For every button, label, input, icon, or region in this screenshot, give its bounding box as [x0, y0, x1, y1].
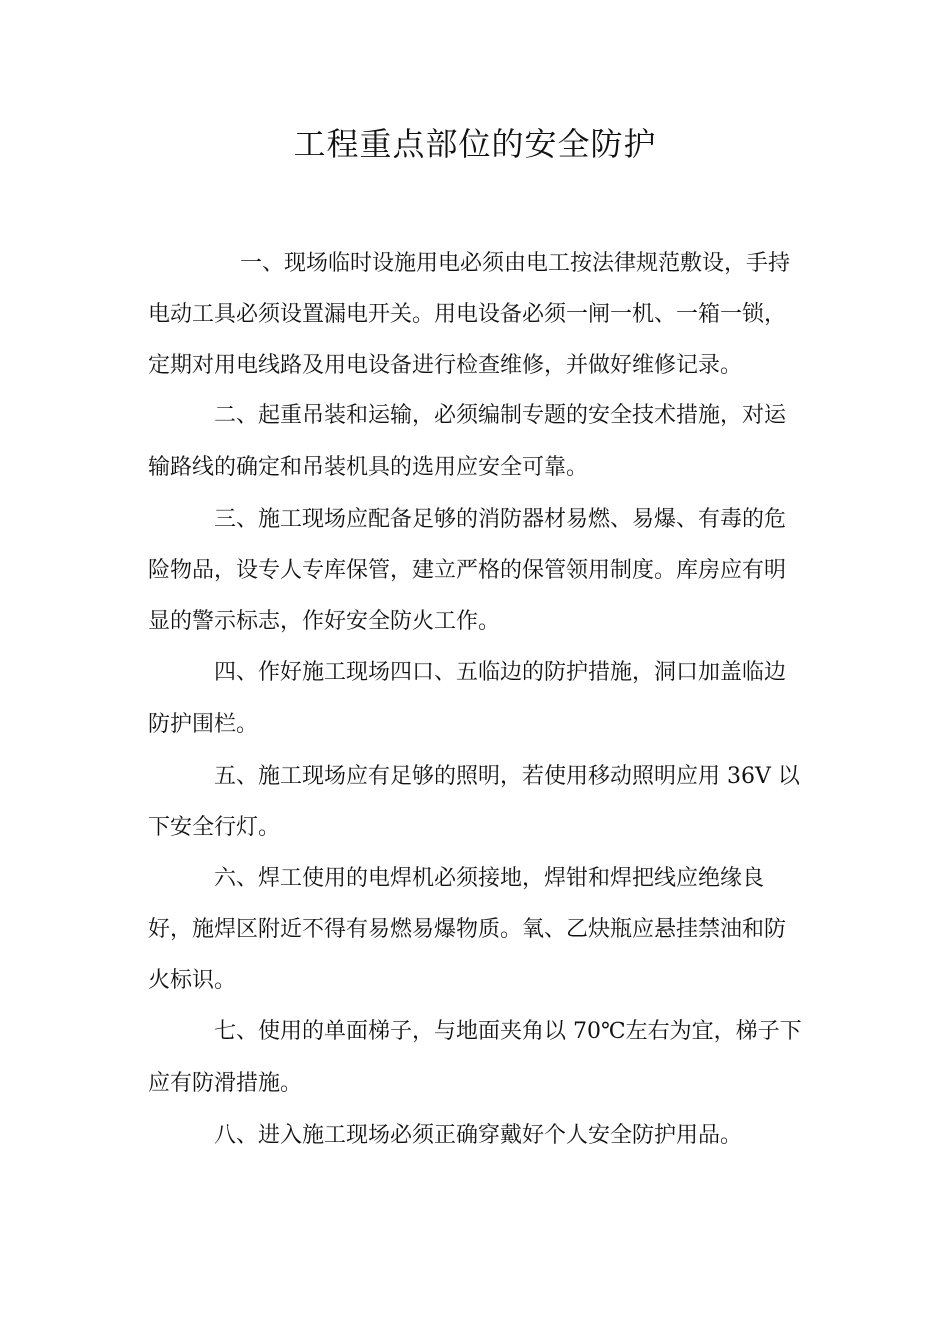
paragraph-line: 电动工具必须设置漏电开关。用电设备必须一闸一机、一箱一锁，: [148, 302, 787, 327]
paragraph-line: 防护围栏。: [148, 712, 259, 737]
paragraph-line: 应有防滑措施。: [148, 1071, 303, 1096]
paragraph-line: 险物品，设专人专库保管，建立严格的保管领用制度。库房应有明: [148, 558, 787, 583]
paragraph-line: 七、使用的单面梯子，与地面夹角以 70℃左右为宜，梯子下: [214, 1019, 802, 1044]
paragraph-line: 六、焊工使用的电焊机必须接地，焊钳和焊把线应绝缘良: [214, 866, 765, 891]
paragraph-line: 五、施工现场应有足够的照明，若使用移动照明应用 36V 以: [214, 764, 800, 789]
paragraph-line: 显的警示标志，作好安全防火工作。: [148, 609, 501, 634]
paragraph-line: 定期对用电线路及用电设备进行检查维修，并做好维修记录。: [148, 353, 743, 378]
paragraph-line: 输路线的确定和吊装机具的选用应安全可靠。: [148, 455, 589, 480]
paragraph-line: 二、起重吊装和运输，必须编制专题的安全技术措施，对运: [214, 403, 787, 428]
paragraph-line: 下安全行灯。: [148, 815, 281, 840]
paragraph-line: 三、施工现场应配备足够的消防器材易燃、易爆、有毒的危: [214, 507, 787, 532]
paragraph-line: 一、现场临时设施用电必须由电工按法律规范敷设，手持: [240, 251, 791, 276]
paragraph-line: 火标识。: [148, 968, 237, 993]
paragraph-line: 八、进入施工现场必须正确穿戴好个人安全防护用品。: [214, 1123, 743, 1148]
paragraph-line: 四、作好施工现场四口、五临边的防护措施，洞口加盖临边: [214, 660, 787, 685]
document-title: 工程重点部位的安全防护: [293, 125, 657, 163]
paragraph-line: 好，施焊区附近不得有易燃易爆物质。氧、乙炔瓶应悬挂禁油和防: [148, 917, 787, 942]
